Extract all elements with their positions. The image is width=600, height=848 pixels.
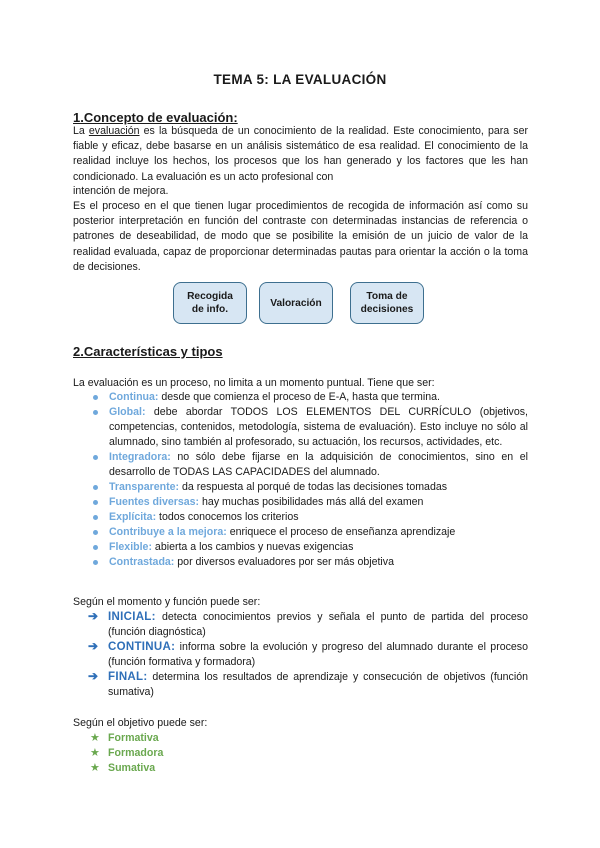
characteristic-keyword: Transparente: (109, 481, 180, 493)
characteristics-list (93, 390, 528, 570)
star-icon: ★ (90, 762, 100, 774)
bullet-dot-icon (93, 395, 98, 400)
characteristic-item (93, 405, 528, 450)
moments-list (88, 610, 528, 700)
characteristic-item (93, 480, 528, 495)
bullet-dot-icon (93, 500, 98, 505)
characteristic-keyword: Contrastada: (109, 556, 175, 568)
section1-paragraph-2: intención de mejora. (73, 185, 169, 197)
characteristic-item (93, 450, 528, 480)
section2-intro: La evaluación es un proceso, no limita a un momento puntual. Tiene que ser: (73, 377, 435, 389)
characteristic-item (93, 390, 528, 405)
objective-item (90, 731, 163, 746)
characteristic-item (93, 495, 528, 510)
bullet-dot-icon (93, 530, 98, 535)
characteristic-text: todos conocemos los criterios (156, 511, 299, 523)
arrow-right-icon: ➔ (88, 609, 99, 623)
characteristic-keyword: Global: (109, 406, 146, 418)
moment-item (88, 610, 528, 640)
section1-heading: 1.Concepto de evaluación: (73, 110, 238, 125)
evaluacion-underlined: evaluación (88, 125, 140, 137)
flow-step-toma-decisiones: Toma de decisiones (350, 282, 424, 324)
section1-paragraph-3: Es el proceso en el que tienen lugar procedimientos de recogida de información así como su posterior interpretación en función del contraste con determinadas instancias de referencia o patrones de deseabilidad, de modo que se posibilite la emisión de un juicio de valor de la realidad evaluada, capaz de proporcionar determinadas pautas para orientar la acción o la toma de decisiones. (73, 200, 528, 273)
bullet-dot-icon (93, 410, 98, 415)
characteristic-keyword: Explícita: (109, 511, 157, 523)
bullet-dot-icon (93, 560, 98, 565)
flow-step-valoracion: Valoración (259, 282, 333, 324)
moment-keyword: CONTINUA: (108, 641, 176, 653)
characteristic-item (93, 510, 528, 525)
characteristic-keyword: Continua: (109, 391, 159, 403)
bullet-dot-icon (93, 545, 98, 550)
arrow-right-icon: ➔ (88, 639, 99, 653)
moment-item (88, 670, 528, 700)
characteristic-keyword: Fuentes diversas: (109, 496, 200, 508)
characteristic-text: desde que comienza el proceso de E-A, hasta que termina. (158, 391, 440, 403)
moment-text: detecta conocimientos previos y señala el punto de partida del proceso (función diagnóstica) (108, 611, 528, 638)
moment-text: determina los resultados de aprendizaje y consecución de objetivos (función sumativa) (108, 671, 528, 698)
characteristic-item (93, 540, 528, 555)
moment-item (88, 640, 528, 670)
star-icon: ★ (90, 732, 100, 744)
characteristic-text: enriquece el proceso de enseñanza aprendizaje (226, 526, 456, 538)
moment-intro: Según el momento y función puede ser: (73, 596, 261, 608)
bullet-dot-icon (93, 455, 98, 460)
bullet-dot-icon (93, 485, 98, 490)
characteristic-keyword: Integradora: (109, 451, 171, 463)
characteristic-text: debe abordar TODOS LOS ELEMENTOS DEL CURRÍCULO (objetivos, competencias, contenidos, metodología, sistema de evaluación). Esto incluye no sólo al alumnado, sino también al profesorado, su actuación, los recursos, actividades, etc. (109, 406, 528, 448)
section1-paragraph-1 (73, 124, 528, 185)
star-icon: ★ (90, 747, 100, 759)
characteristic-text: por diversos evaluadores por ser más objetiva (174, 556, 394, 568)
characteristic-keyword: Flexible: (109, 541, 152, 553)
characteristic-text: no sólo debe fijarse en la adquisición de conocimientos, sino en el desarrollo de TODAS LAS CAPACIDADES del alumnado. (109, 451, 528, 478)
objective-intro: Según el objetivo puede ser: (73, 717, 208, 729)
moment-keyword: FINAL: (108, 671, 148, 683)
characteristic-keyword: Contribuye a la mejora: (109, 526, 227, 538)
arrow-right-icon: ➔ (88, 669, 99, 683)
p1-rest: es la búsqueda de un conocimiento de la realidad. Este conocimiento, para ser fiable y eficaz, debe basarse en un análisis sistemático de esa realidad. El conocimiento de la realidad incluye los hechos, los procesos que los han generado y los factores que les han condicionado. La evaluación es un acto profesional con (73, 125, 528, 183)
section2-heading: 2.Características y tipos (73, 344, 223, 359)
objective-label: Formativa (108, 732, 159, 744)
characteristic-item (93, 555, 528, 570)
characteristic-text: da respuesta al porqué de todas las decisiones tomadas (179, 481, 448, 493)
objective-item (90, 761, 163, 776)
objective-label: Formadora (108, 747, 164, 759)
evaluation-flow-diagram (173, 282, 428, 326)
moment-text: informa sobre la evolución y progreso del alumnado durante el proceso (función formativa y formadora) (108, 641, 528, 668)
objectives-list (90, 731, 163, 776)
objective-label: Sumativa (108, 762, 156, 774)
flow-step-recogida: Recogida de info. (173, 282, 247, 324)
document-title: TEMA 5: LA EVALUACIÓN (213, 72, 387, 87)
objective-item (90, 746, 163, 761)
characteristic-text: hay muchas posibilidades más allá del examen (199, 496, 424, 508)
moment-keyword: INICIAL: (108, 611, 156, 623)
characteristic-text: abierta a los cambios y nuevas exigencias (151, 541, 354, 553)
characteristic-item (93, 525, 528, 540)
bullet-dot-icon (93, 515, 98, 520)
p1-start: La (73, 125, 89, 137)
